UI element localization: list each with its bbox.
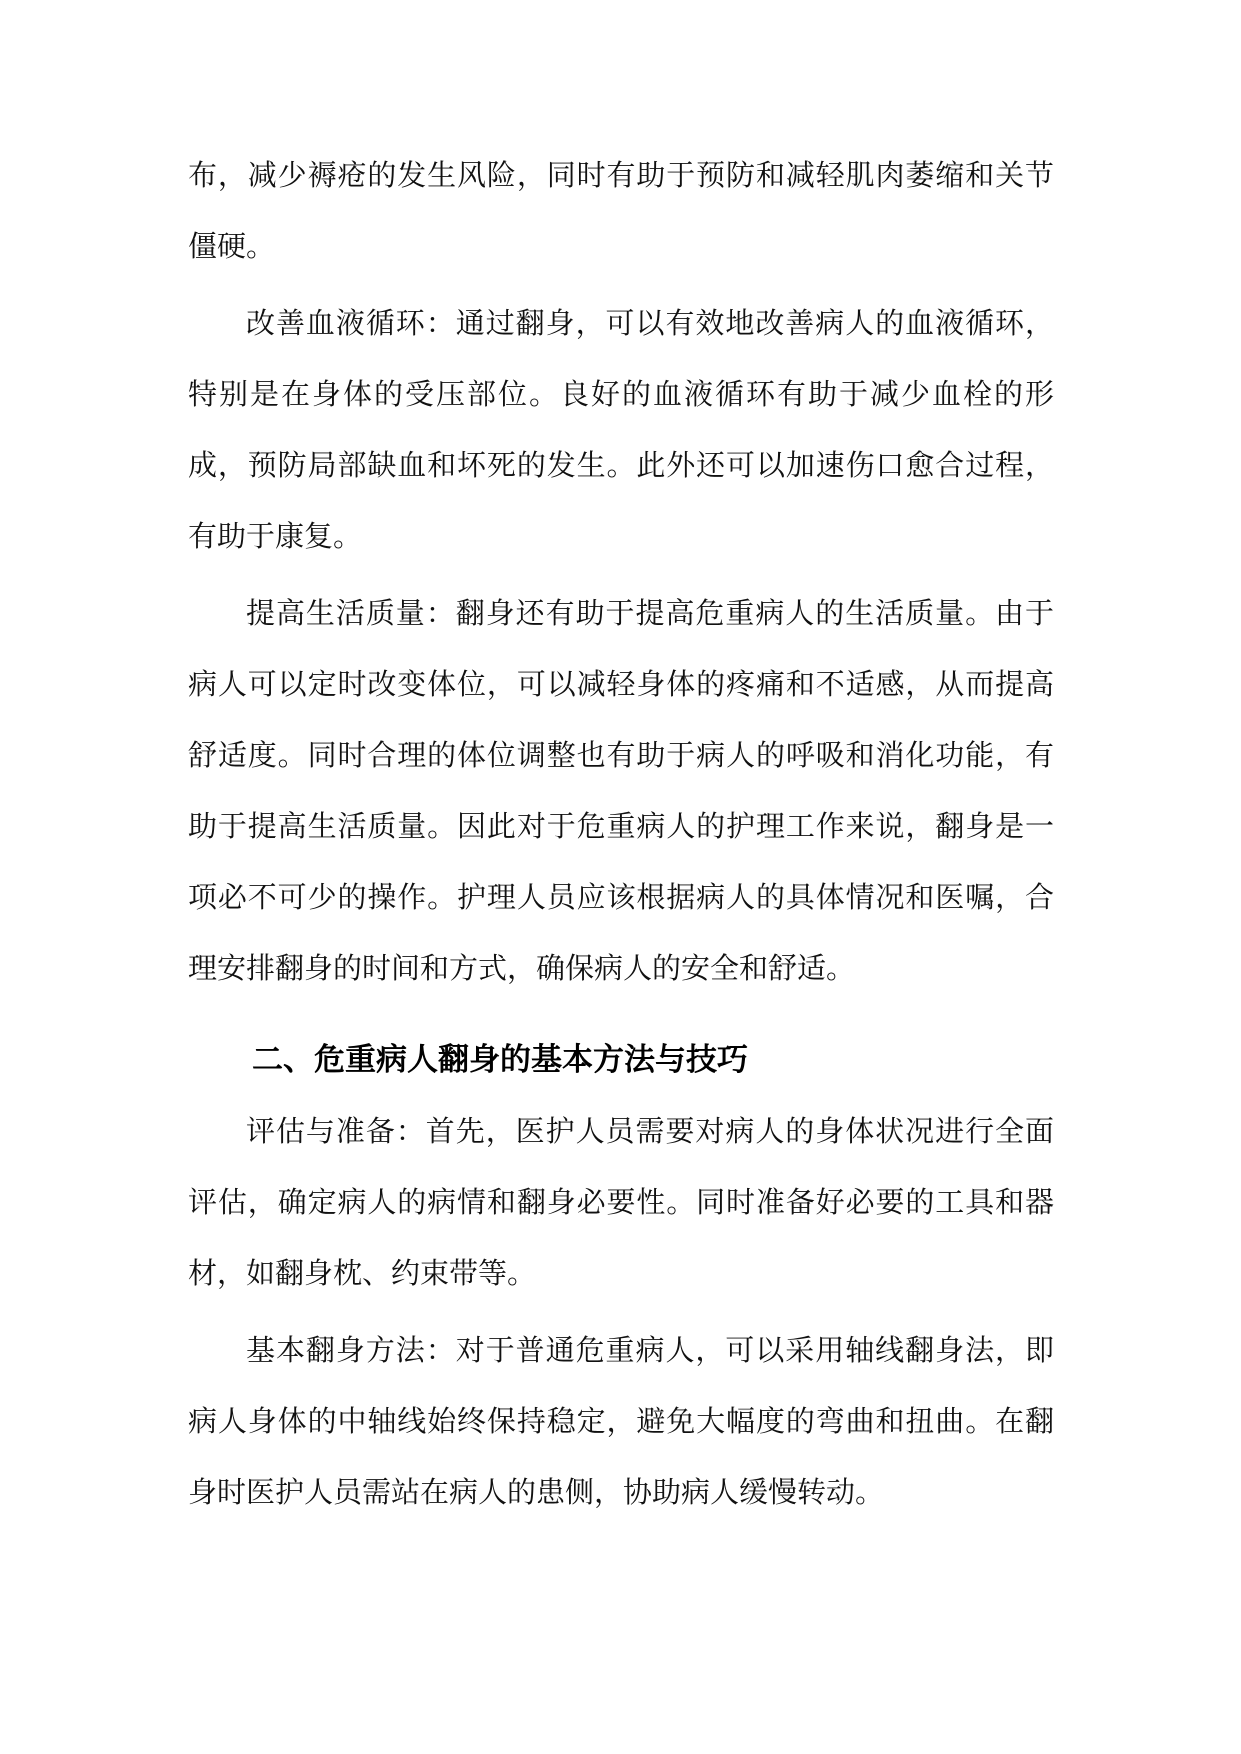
section-heading: 二、危重病人翻身的基本方法与技巧 [252, 1042, 748, 1078]
paragraph-continuation: 布，减少褥疮的发生风险，同时有助于预防和减轻肌肉萎缩和关节僵硬。 [188, 158, 1054, 263]
document-body [188, 140, 1054, 1528]
paragraph-assessment-preparation: 评估与准备：首先，医护人员需要对病人的身体状况进行全面评估，确定病人的病情和翻身必要性。同时准备好必要的工具和器材，如翻身枕、约束带等。 [188, 1114, 1054, 1290]
paragraph-improve-circulation: 改善血液循环：通过翻身，可以有效地改善病人的血液循环，特别是在身体的受压部位。良好的血液循环有助于减少血栓的形成，预防局部缺血和坏死的发生。此外还可以加速伤口愈合过程，有助于康复。 [188, 306, 1054, 553]
paragraph-improve-quality-of-life: 提高生活质量：翻身还有助于提高危重病人的生活质量。由于病人可以定时改变体位，可以减轻身体的疼痛和不适感，从而提高舒适度。同时合理的体位调整也有助于病人的呼吸和消化功能，有助于提高生活质量。因此对于危重病人的护理工作来说，翻身是一项必不可少的操作。护理人员应该根据病人的具体情况和医嘱，合理安排翻身的时间和方式，确保病人的安全和舒适。 [188, 596, 1054, 985]
paragraph-basic-turning-method: 基本翻身方法：对于普通危重病人，可以采用轴线翻身法，即病人身体的中轴线始终保持稳定，避免大幅度的弯曲和扭曲。在翻身时医护人员需站在病人的患侧，协助病人缓慢转动。 [188, 1333, 1054, 1509]
